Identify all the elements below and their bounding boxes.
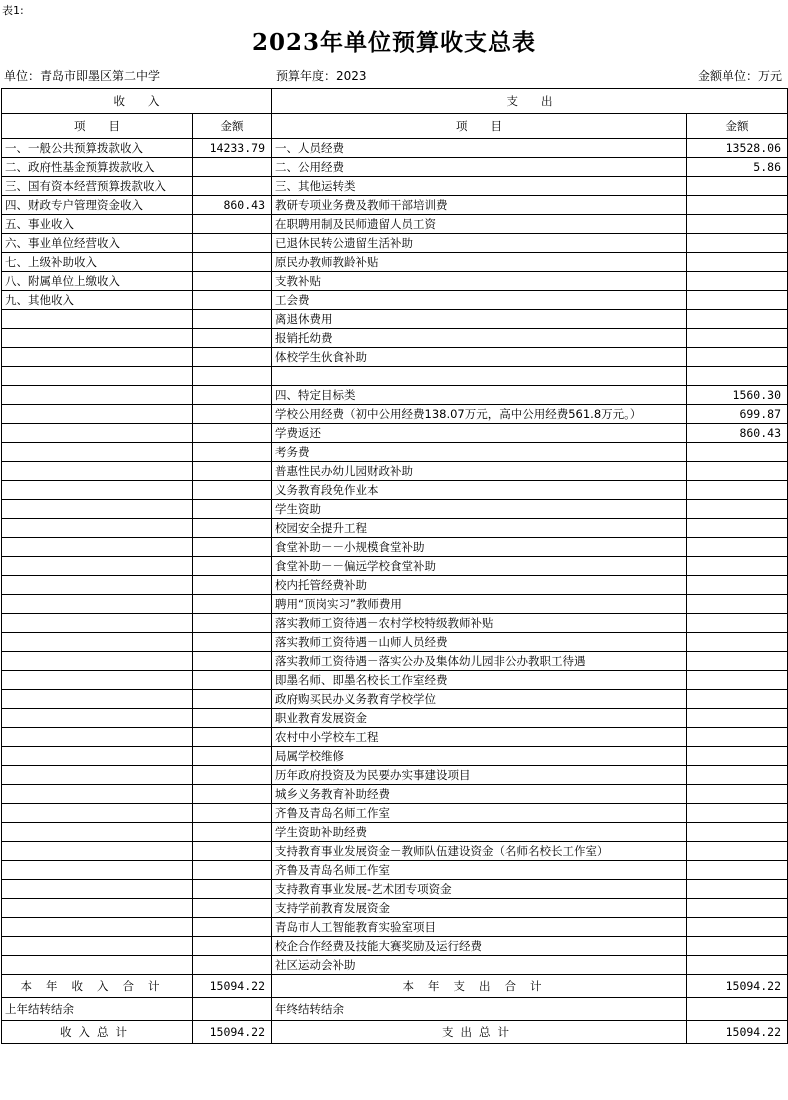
- expense-amount-cell: [687, 272, 788, 291]
- income-amount-cell: [193, 880, 272, 899]
- expense-item-cell: 教研专项业务费及教师干部培训费: [272, 196, 687, 215]
- expense-amount-cell: [687, 956, 788, 975]
- expense-item-cell: 青岛市人工智能教育实验室项目: [272, 918, 687, 937]
- table-row: [2, 272, 788, 291]
- expense-item-cell: 食堂补助－－偏远学校食堂补助: [272, 557, 687, 576]
- expense-item-cell: 二、公用经费: [272, 158, 687, 177]
- income-amount-cell: 14233.79: [193, 139, 272, 158]
- expense-item-cell: 城乡义务教育补助经费: [272, 785, 687, 804]
- income-amount-cell: [193, 329, 272, 348]
- table-row: [2, 519, 788, 538]
- income-amount-cell: [193, 785, 272, 804]
- income-item-cell: 七、上级补助收入: [2, 253, 193, 272]
- income-amount-cell: [193, 842, 272, 861]
- expense-item-cell: 学生资助: [272, 500, 687, 519]
- expense-amount-cell: [687, 937, 788, 956]
- income-amount-cell: [193, 595, 272, 614]
- expense-item-cell: 农村中小学校车工程: [272, 728, 687, 747]
- expense-amount-cell: [687, 443, 788, 462]
- expense-amount-cell: [687, 500, 788, 519]
- income-amount-cell: [193, 861, 272, 880]
- expense-amount-cell: [687, 652, 788, 671]
- expense-item-cell: 落实教师工资待遇－山师人员经费: [272, 633, 687, 652]
- table-row: [2, 310, 788, 329]
- total-row: [2, 998, 788, 1021]
- expense-amount-cell: [687, 614, 788, 633]
- expense-item-cell: 支持教育事业发展-艺术团专项资金: [272, 880, 687, 899]
- income-item-header: 项 目: [2, 114, 193, 139]
- income-amount-cell: [193, 747, 272, 766]
- table-row: [2, 747, 788, 766]
- expense-amount-cell: [687, 899, 788, 918]
- expense-item-header: 项 目: [272, 114, 687, 139]
- income-item-cell: [2, 500, 193, 519]
- column-header-row: [2, 114, 788, 139]
- income-amount-cell: [193, 766, 272, 785]
- expense-amount-cell: [687, 861, 788, 880]
- income-item-cell: [2, 804, 193, 823]
- carry-in-amount: [193, 998, 272, 1021]
- income-amount-cell: 860.43: [193, 196, 272, 215]
- expense-item-cell: 离退休费用: [272, 310, 687, 329]
- expense-amount-cell: [687, 481, 788, 500]
- income-item-cell: [2, 462, 193, 481]
- table-row: [2, 880, 788, 899]
- income-amount-cell: [193, 500, 272, 519]
- income-year-total-label: 本年收入合计: [2, 975, 193, 998]
- expense-amount-cell: [687, 880, 788, 899]
- expense-amount-cell: 860.43: [687, 424, 788, 443]
- income-amount-cell: [193, 690, 272, 709]
- carry-out-amount: [687, 998, 788, 1021]
- income-amount-cell: [193, 576, 272, 595]
- income-item-cell: [2, 652, 193, 671]
- currency-unit-label: 金额单位：万元: [697, 69, 782, 83]
- carry-out-label: 年终结转结余: [272, 998, 687, 1021]
- table-row: [2, 139, 788, 158]
- income-item-cell: [2, 956, 193, 975]
- expense-grand-total-amount: 15094.22: [687, 1021, 788, 1044]
- income-item-cell: 六、事业单位经营收入: [2, 234, 193, 253]
- budget-year-label: 预算年度：2023: [276, 69, 367, 83]
- table-row: [2, 785, 788, 804]
- table-row: [2, 804, 788, 823]
- expense-amount-cell: [687, 671, 788, 690]
- expense-amount-cell: [687, 709, 788, 728]
- expense-amount-cell: [687, 918, 788, 937]
- expense-item-cell: 政府购买民办义务教育学校学位: [272, 690, 687, 709]
- expense-item-cell: 即墨名师、即墨名校长工作室经费: [272, 671, 687, 690]
- table-row: [2, 842, 788, 861]
- expense-item-cell: 校企合作经费及技能大赛奖励及运行经费: [272, 937, 687, 956]
- expense-amount-cell: [687, 747, 788, 766]
- budget-summary-table: [1, 88, 788, 1044]
- expense-item-cell: 职业教育发展资金: [272, 709, 687, 728]
- income-item-cell: [2, 595, 193, 614]
- income-item-cell: [2, 880, 193, 899]
- expense-item-cell: 一、人员经费: [272, 139, 687, 158]
- income-item-cell: [2, 766, 193, 785]
- income-amount-cell: [193, 481, 272, 500]
- expense-amount-cell: [687, 234, 788, 253]
- expense-item-cell: 聘用“顶岗实习”教师费用: [272, 595, 687, 614]
- income-amount-header: 金额: [193, 114, 272, 139]
- income-item-cell: 八、附属单位上缴收入: [2, 272, 193, 291]
- expense-amount-cell: [687, 595, 788, 614]
- income-year-total-amount: 15094.22: [193, 975, 272, 998]
- income-amount-cell: [193, 443, 272, 462]
- section-header-row: [2, 89, 788, 114]
- expense-item-cell: 落实教师工资待遇－落实公办及集体幼儿园非公办教职工待遇: [272, 652, 687, 671]
- income-item-cell: [2, 918, 193, 937]
- expense-amount-cell: [687, 728, 788, 747]
- income-item-cell: 三、国有资本经营预算拨款收入: [2, 177, 193, 196]
- expense-amount-cell: [687, 823, 788, 842]
- table-row: [2, 234, 788, 253]
- table-row: [2, 709, 788, 728]
- income-item-cell: [2, 557, 193, 576]
- table-row: [2, 557, 788, 576]
- income-item-cell: [2, 386, 193, 405]
- table-row: [2, 500, 788, 519]
- table-row: [2, 462, 788, 481]
- expense-item-cell: 体校学生伙食补助: [272, 348, 687, 367]
- table-row: [2, 595, 788, 614]
- table-row: [2, 937, 788, 956]
- expense-item-cell: 报销托幼费: [272, 329, 687, 348]
- expense-amount-cell: [687, 329, 788, 348]
- table-note: 表1:: [2, 4, 24, 17]
- income-amount-cell: [193, 633, 272, 652]
- income-amount-cell: [193, 158, 272, 177]
- income-amount-cell: [193, 519, 272, 538]
- expense-item-cell: 历年政府投资及为民要办实事建设项目: [272, 766, 687, 785]
- income-item-cell: 五、事业收入: [2, 215, 193, 234]
- table-row: [2, 196, 788, 215]
- income-grand-total-label: 收入总计: [2, 1021, 193, 1044]
- expense-amount-cell: [687, 253, 788, 272]
- expense-amount-cell: [687, 196, 788, 215]
- total-row: [2, 1021, 788, 1044]
- table-row: [2, 158, 788, 177]
- income-item-cell: [2, 481, 193, 500]
- expense-amount-cell: 699.87: [687, 405, 788, 424]
- table-row: [2, 443, 788, 462]
- table-row: [2, 538, 788, 557]
- table-row: [2, 956, 788, 975]
- income-item-cell: [2, 538, 193, 557]
- expense-amount-cell: [687, 785, 788, 804]
- income-item-cell: [2, 842, 193, 861]
- expense-item-cell: 学费返还: [272, 424, 687, 443]
- income-item-cell: [2, 519, 193, 538]
- expense-grand-total-label: 支出总计: [272, 1021, 687, 1044]
- page-title: 2023年单位预算收支总表: [251, 29, 536, 56]
- income-item-cell: 四、财政专户管理资金收入: [2, 196, 193, 215]
- table-row: [2, 367, 788, 386]
- expense-amount-cell: [687, 766, 788, 785]
- table-row: [2, 253, 788, 272]
- expense-item-cell: 学校公用经费（初中公用经费138.07万元，高中公用经费561.8万元。）: [272, 405, 687, 424]
- expense-amount-cell: [687, 633, 788, 652]
- expense-item-cell: 校内托管经费补助: [272, 576, 687, 595]
- income-item-cell: [2, 576, 193, 595]
- total-row: [2, 975, 788, 998]
- table-row: [2, 348, 788, 367]
- income-item-cell: [2, 424, 193, 443]
- income-item-cell: [2, 614, 193, 633]
- expense-item-cell: 落实教师工资待遇－农村学校特级教师补贴: [272, 614, 687, 633]
- income-amount-cell: [193, 956, 272, 975]
- table-row: [2, 766, 788, 785]
- table-row: [2, 728, 788, 747]
- income-amount-cell: [193, 557, 272, 576]
- income-item-cell: [2, 405, 193, 424]
- income-amount-cell: [193, 386, 272, 405]
- expense-amount-cell: [687, 576, 788, 595]
- income-amount-cell: [193, 177, 272, 196]
- expense-amount-cell: [687, 310, 788, 329]
- expense-amount-header: 金额: [687, 114, 788, 139]
- table-row: [2, 633, 788, 652]
- income-amount-cell: [193, 272, 272, 291]
- income-amount-cell: [193, 291, 272, 310]
- expense-amount-cell: [687, 804, 788, 823]
- table-row: [2, 386, 788, 405]
- expense-amount-cell: [687, 538, 788, 557]
- income-amount-cell: [193, 424, 272, 443]
- table-row: [2, 671, 788, 690]
- income-item-cell: [2, 329, 193, 348]
- table-row: [2, 329, 788, 348]
- expense-item-cell: 普惠性民办幼儿园财政补助: [272, 462, 687, 481]
- income-item-cell: [2, 747, 193, 766]
- expense-item-cell: 考务费: [272, 443, 687, 462]
- income-item-cell: [2, 348, 193, 367]
- income-item-cell: 一、一般公共预算拨款收入: [2, 139, 193, 158]
- income-amount-cell: [193, 310, 272, 329]
- income-amount-cell: [193, 804, 272, 823]
- expense-year-total-label: 本年支出合计: [272, 975, 687, 998]
- expense-amount-cell: [687, 215, 788, 234]
- table-row: [2, 215, 788, 234]
- income-item-cell: [2, 709, 193, 728]
- income-item-cell: [2, 823, 193, 842]
- expense-item-cell: 三、其他运转类: [272, 177, 687, 196]
- income-amount-cell: [193, 652, 272, 671]
- carry-in-label: 上年结转结余: [2, 998, 193, 1021]
- table-row: [2, 652, 788, 671]
- expense-item-cell: 在职聘用制及民师遗留人员工资: [272, 215, 687, 234]
- expense-year-total-amount: 15094.22: [687, 975, 788, 998]
- expense-amount-cell: 1560.30: [687, 386, 788, 405]
- expense-item-cell: 齐鲁及青岛名师工作室: [272, 804, 687, 823]
- expense-section-header: 支 出: [272, 89, 788, 114]
- income-amount-cell: [193, 728, 272, 747]
- income-amount-cell: [193, 367, 272, 386]
- table-row: [2, 690, 788, 709]
- income-amount-cell: [193, 234, 272, 253]
- expense-item-cell: 原民办教师教龄补贴: [272, 253, 687, 272]
- income-amount-cell: [193, 671, 272, 690]
- income-item-cell: [2, 443, 193, 462]
- income-grand-total-amount: 15094.22: [193, 1021, 272, 1044]
- table-row: [2, 614, 788, 633]
- expense-item-cell: 四、特定目标类: [272, 386, 687, 405]
- income-item-cell: [2, 633, 193, 652]
- income-section-header: 收 入: [2, 89, 272, 114]
- income-amount-cell: [193, 918, 272, 937]
- table-row: [2, 177, 788, 196]
- income-item-cell: 九、其他收入: [2, 291, 193, 310]
- income-amount-cell: [193, 538, 272, 557]
- expense-item-cell: [272, 367, 687, 386]
- expense-item-cell: 校园安全提升工程: [272, 519, 687, 538]
- income-item-cell: [2, 785, 193, 804]
- income-amount-cell: [193, 253, 272, 272]
- income-amount-cell: [193, 937, 272, 956]
- income-amount-cell: [193, 899, 272, 918]
- table-row: [2, 823, 788, 842]
- table-body: [2, 89, 788, 1044]
- expense-amount-cell: 5.86: [687, 158, 788, 177]
- table-row: [2, 899, 788, 918]
- table-row: [2, 424, 788, 443]
- income-item-cell: [2, 937, 193, 956]
- income-item-cell: [2, 690, 193, 709]
- expense-amount-cell: [687, 690, 788, 709]
- expense-amount-cell: [687, 842, 788, 861]
- expense-amount-cell: [687, 291, 788, 310]
- expense-item-cell: 食堂补助－－小规模食堂补助: [272, 538, 687, 557]
- income-amount-cell: [193, 823, 272, 842]
- income-amount-cell: [193, 614, 272, 633]
- income-amount-cell: [193, 709, 272, 728]
- expense-amount-cell: [687, 367, 788, 386]
- expense-amount-cell: 13528.06: [687, 139, 788, 158]
- income-amount-cell: [193, 462, 272, 481]
- table-row: [2, 481, 788, 500]
- table-row: [2, 576, 788, 595]
- expense-item-cell: 社区运动会补助: [272, 956, 687, 975]
- expense-item-cell: 已退休民转公遗留生活补助: [272, 234, 687, 253]
- table-row: [2, 291, 788, 310]
- income-item-cell: [2, 899, 193, 918]
- expense-item-cell: 学生资助补助经费: [272, 823, 687, 842]
- expense-item-cell: 支教补贴: [272, 272, 687, 291]
- income-item-cell: [2, 310, 193, 329]
- expense-item-cell: 支持教育事业发展资金－教师队伍建设资金（名师名校长工作室）: [272, 842, 687, 861]
- expense-item-cell: 齐鲁及青岛名师工作室: [272, 861, 687, 880]
- table-row: [2, 918, 788, 937]
- expense-amount-cell: [687, 557, 788, 576]
- expense-amount-cell: [687, 462, 788, 481]
- income-item-cell: [2, 671, 193, 690]
- income-item-cell: 二、政府性基金预算拨款收入: [2, 158, 193, 177]
- expense-amount-cell: [687, 519, 788, 538]
- income-amount-cell: [193, 405, 272, 424]
- income-amount-cell: [193, 215, 272, 234]
- income-item-cell: [2, 861, 193, 880]
- expense-amount-cell: [687, 348, 788, 367]
- income-item-cell: [2, 728, 193, 747]
- expense-item-cell: 支持学前教育发展资金: [272, 899, 687, 918]
- unit-label: 单位：青岛市即墨区第二中学: [4, 69, 161, 83]
- table-row: [2, 405, 788, 424]
- expense-item-cell: 工会费: [272, 291, 687, 310]
- income-item-cell: [2, 367, 193, 386]
- table-row: [2, 861, 788, 880]
- expense-amount-cell: [687, 177, 788, 196]
- expense-item-cell: 义务教育段免作业本: [272, 481, 687, 500]
- income-amount-cell: [193, 348, 272, 367]
- expense-item-cell: 局属学校维修: [272, 747, 687, 766]
